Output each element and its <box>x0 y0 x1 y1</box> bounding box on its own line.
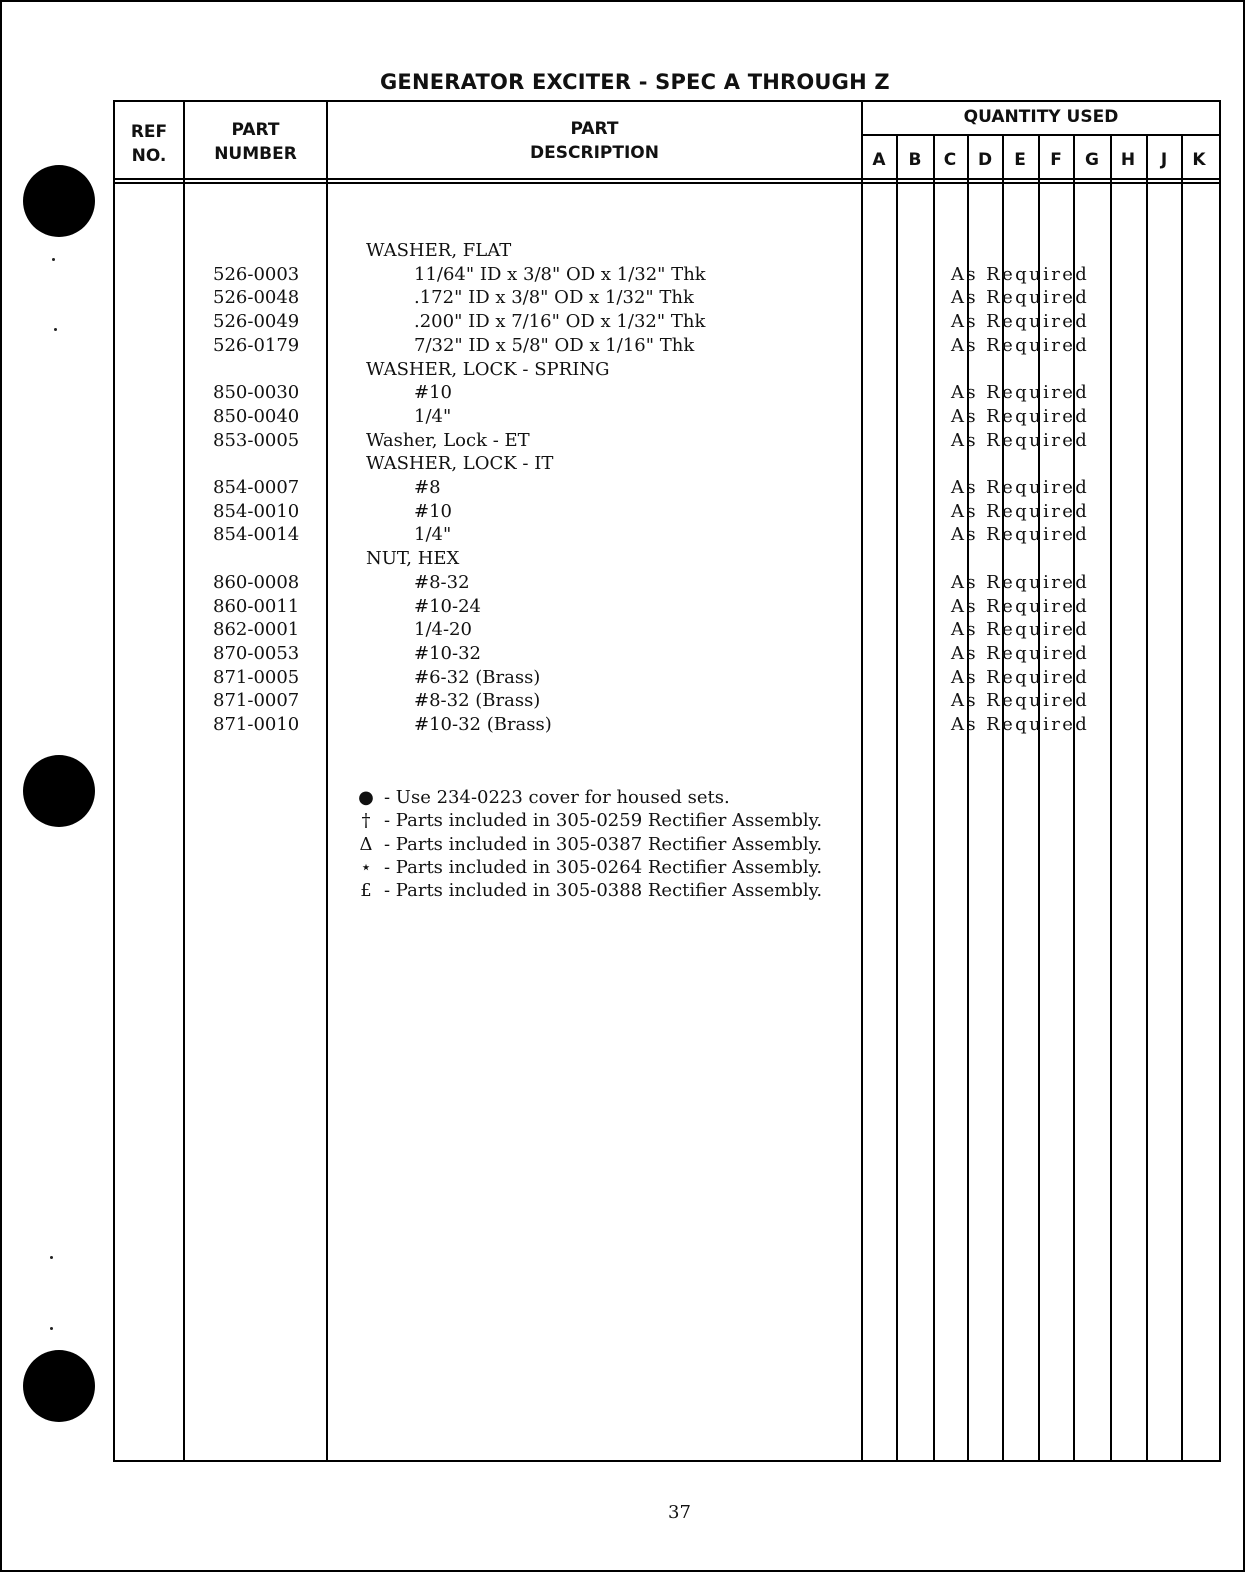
quantity-cell: As Required <box>951 690 1090 712</box>
footnote <box>348 786 730 810</box>
table-row <box>115 263 1215 287</box>
table-row <box>115 500 1215 524</box>
part-number-cell: 854-0010 <box>213 500 300 522</box>
footnote-symbol: † <box>361 810 371 832</box>
part-number-cell: 526-0048 <box>213 287 300 309</box>
quantity-cell: As Required <box>951 311 1090 333</box>
col-e-header: E <box>1014 150 1026 170</box>
table-row <box>115 689 1215 713</box>
footnote-symbol: Δ <box>359 833 373 855</box>
part-description-header: PART DESCRIPTION <box>530 119 659 163</box>
table-row <box>115 334 1215 358</box>
binder-hole-bottom <box>23 1350 95 1422</box>
quantity-cell: As Required <box>951 334 1090 356</box>
scan-border-top <box>0 0 1245 2</box>
table-row <box>115 358 1215 382</box>
col-b-header: B <box>908 150 922 170</box>
description-cell: WASHER, LOCK - IT <box>366 453 554 475</box>
part-number-cell: 850-0030 <box>213 382 300 404</box>
col-h-header: H <box>1120 150 1136 170</box>
quantity-cell: As Required <box>951 571 1090 593</box>
quantity-cell: As Required <box>951 477 1090 498</box>
part-number-cell: 850-0040 <box>213 405 300 427</box>
page-title: GENERATOR EXCITER - SPEC A THROUGH Z <box>380 70 890 94</box>
quantity-cell: As Required <box>951 263 1090 285</box>
description-cell: NUT, HEX <box>366 548 460 570</box>
description-cell: 1/4" <box>414 524 452 546</box>
part-number-cell: 853-0005 <box>213 429 300 451</box>
quantity-cell: As Required <box>951 500 1090 522</box>
footnote-symbol: ● <box>358 787 374 808</box>
col-c-header: C <box>943 150 957 170</box>
description-cell: 7/32" ID x 5/8" OD x 1/16" Thk <box>414 334 695 356</box>
part-number-cell: 854-0007 <box>213 477 300 498</box>
binder-hole-middle <box>23 755 95 827</box>
footnote <box>348 833 822 857</box>
footnote-text: - Parts included in 305-0388 Rectifier Assembly. <box>384 880 823 902</box>
scan-speck <box>50 1256 53 1259</box>
header-bottom-line-2 <box>115 182 1219 184</box>
parts-table <box>113 100 1221 1462</box>
scan-speck <box>50 1327 53 1330</box>
col-d-header: D <box>977 150 993 170</box>
scan-border-left <box>0 0 2 1572</box>
description-cell: WASHER, FLAT <box>366 240 512 261</box>
description-cell: #8-32 <box>414 571 470 593</box>
description-cell: #8 <box>414 477 441 498</box>
footnote <box>348 856 822 880</box>
description-cell: 1/4" <box>414 405 452 427</box>
part-number-header: PART NUMBER <box>214 120 297 164</box>
table-row <box>115 547 1215 571</box>
description-cell: #8-32 (Brass) <box>414 690 541 712</box>
quantity-subheader-line <box>861 134 1219 136</box>
description-cell: #10-24 <box>414 595 481 617</box>
part-number-cell: 871-0010 <box>213 714 300 735</box>
quantity-cell: As Required <box>951 287 1090 309</box>
description-cell: 1/4-20 <box>414 619 472 641</box>
quantity-cell: As Required <box>951 619 1090 641</box>
quantity-cell: As Required <box>951 405 1090 427</box>
footnote-symbol: £ <box>360 880 372 902</box>
table-row <box>115 452 1215 476</box>
quantity-used-header: QUANTITY USED <box>963 107 1119 127</box>
col-f-header: F <box>1050 150 1062 170</box>
ref-no-header: REF NO. <box>130 122 168 166</box>
table-row <box>115 381 1215 405</box>
table-row <box>115 642 1215 666</box>
part-number-cell: 526-0003 <box>213 263 300 285</box>
description-cell: #10 <box>414 500 452 522</box>
part-number-cell: 871-0007 <box>213 690 300 712</box>
description-cell: .200" ID x 7/16" OD x 1/32" Thk <box>414 311 706 333</box>
table-row <box>115 571 1215 595</box>
binder-hole-top <box>23 165 95 237</box>
footnote-text: - Parts included in 305-0259 Rectifier Assembly. <box>384 810 823 832</box>
description-cell: .172" ID x 3/8" OD x 1/32" Thk <box>414 287 694 309</box>
description-cell: #6-32 (Brass) <box>414 666 541 688</box>
description-cell: Washer, Lock - ET <box>366 429 530 451</box>
page-number: 37 <box>668 1502 691 1523</box>
scan-speck <box>52 258 55 261</box>
description-cell: 11/64" ID x 3/8" OD x 1/32" Thk <box>414 263 706 285</box>
col-a-header: A <box>872 150 886 170</box>
table-row <box>115 618 1215 642</box>
part-number-cell: 526-0049 <box>213 311 300 333</box>
table-row <box>115 310 1215 334</box>
table-row <box>115 239 1215 263</box>
quantity-cell: As Required <box>951 642 1090 664</box>
quantity-cell: As Required <box>951 666 1090 688</box>
quantity-cell: As Required <box>951 524 1090 546</box>
quantity-cell: As Required <box>951 595 1090 617</box>
col-k-header: K <box>1192 150 1206 170</box>
footnote <box>348 809 822 833</box>
table-row <box>115 595 1215 619</box>
part-number-cell: 526-0179 <box>213 334 300 356</box>
footnote-symbol: ⋆ <box>360 856 372 878</box>
table-row <box>115 713 1215 737</box>
footnote-text: - Use 234-0223 cover for housed sets. <box>384 787 730 808</box>
quantity-cell: As Required <box>951 429 1090 451</box>
part-number-cell: 854-0014 <box>213 524 300 546</box>
part-number-cell: 860-0008 <box>213 571 300 593</box>
footnote <box>348 879 822 903</box>
description-cell: WASHER, LOCK - SPRING <box>366 358 610 380</box>
col-g-header: G <box>1085 150 1099 170</box>
part-number-cell: 870-0053 <box>213 642 300 664</box>
table-row <box>115 429 1215 453</box>
col-j-header: J <box>1160 150 1168 170</box>
table-row <box>115 286 1215 310</box>
description-cell: #10 <box>414 382 452 404</box>
description-cell: #10-32 <box>414 642 481 664</box>
table-row <box>115 405 1215 429</box>
header-bottom-line-1 <box>115 178 1219 180</box>
table-row <box>115 523 1215 547</box>
part-number-cell: 860-0011 <box>213 595 300 617</box>
footnote-text: - Parts included in 305-0387 Rectifier Assembly. <box>384 833 823 855</box>
table-row <box>115 476 1215 500</box>
quantity-cell: As Required <box>951 714 1090 735</box>
part-number-cell: 871-0005 <box>213 666 300 688</box>
footnote-text: - Parts included in 305-0264 Rectifier Assembly. <box>384 856 823 878</box>
quantity-cell: As Required <box>951 382 1090 404</box>
part-number-cell: 862-0001 <box>213 619 300 641</box>
description-cell: #10-32 (Brass) <box>414 714 552 735</box>
scan-speck <box>54 328 57 331</box>
table-row <box>115 666 1215 690</box>
